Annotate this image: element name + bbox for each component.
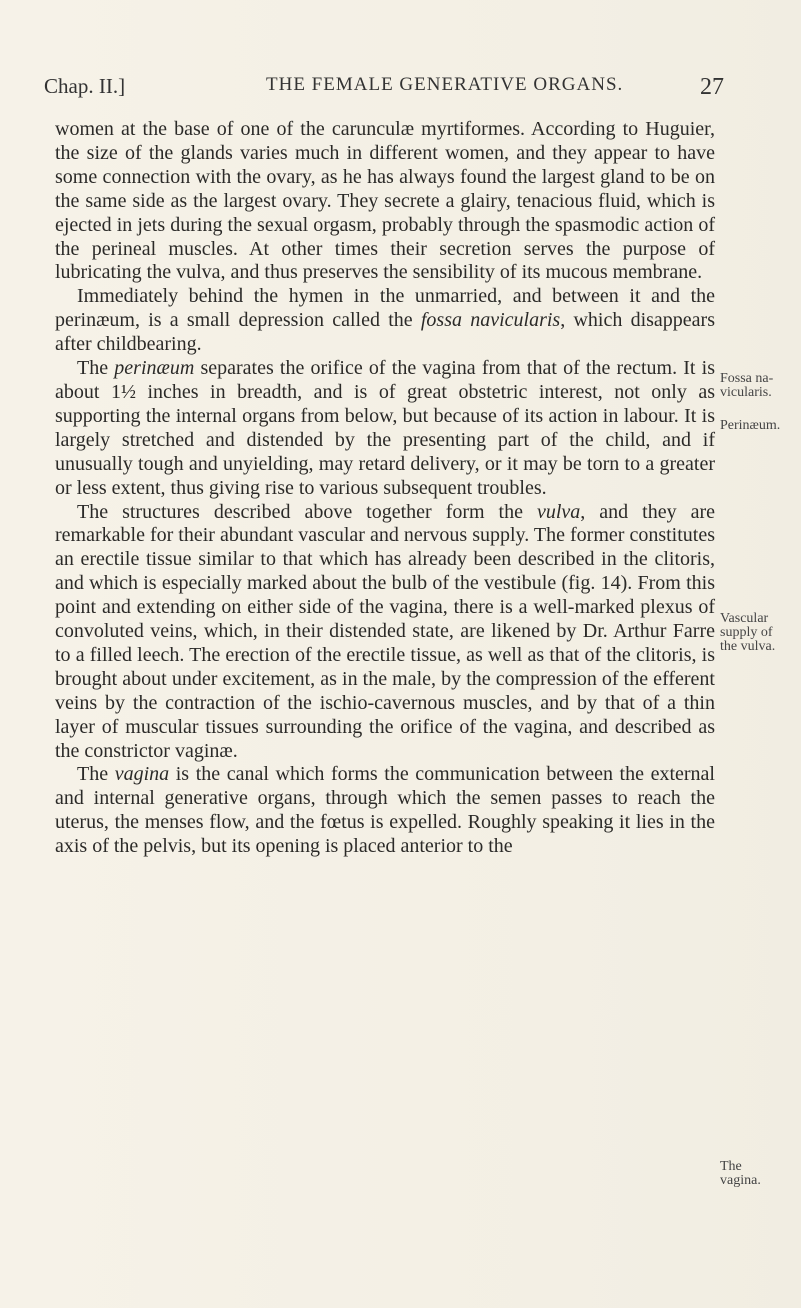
paragraph-text: The (77, 763, 115, 786)
paragraph-text: The (77, 357, 115, 380)
paragraph-text: The structures described above together form the (77, 500, 537, 523)
paragraph-fossa-navicularis (55, 285, 715, 357)
paragraph-vagina (55, 763, 715, 859)
side-note-line: vicularis. (720, 385, 772, 400)
side-note-perinaeum (720, 419, 800, 433)
side-note-line: The (720, 1159, 742, 1174)
term-vulva: vulva (536, 500, 581, 523)
term-fossa-navicularis: fossa navicularis (420, 309, 561, 332)
paragraph-vulva (55, 501, 715, 764)
term-vagina: vagina (114, 763, 170, 786)
page-header (44, 74, 724, 108)
paragraph-text: separates the orifice of the vagina from that of the rectum. It is about 1½ inches in breadth, and is of great obstetric interest, not only as supporting the internal organs from below, but because of its action in labour. It is largely stretched and distended by the presenting part of the child, and if unusually tough and unyielding, may retard delivery, or it may be torn to a greater or less extent, thus giving rise to various subsequent troubles. (55, 357, 715, 499)
side-note-line: the vulva. (720, 639, 776, 654)
paragraph-text: Immediately behind the hymen in the unmarried, and between it and the perinæum, is a small depression called the (55, 285, 715, 332)
side-note-line: Vascular (720, 611, 769, 626)
paragraph-text: is the canal which forms the communication between the external and internal generative organs, through which the semen passes to reach the uterus, the menses flow, and the fœtus is expelled. Roughly speaking it lies in the axis of the pelvis, but its opening is placed anterior to the (55, 763, 715, 858)
side-note-line: Fossa na- (720, 371, 774, 386)
paragraph-glands: women at the base of one of the carunculæ myrtiformes. According to Huguier, the size of the glands varies much in different women, and they appear to have some connection with the ovary, as he has always found the largest gland to be on the same side as the largest ovary. They secrete a glairy, tenacious fluid, which is ejected in jets during the sexual orgasm, probably through the spasmodic action of the perineal muscles. At other times their secretion serves the purpose of lubricating the vulva, and thus preserves the sensibility of its mucous membrane. (55, 118, 715, 284)
term-perinaeum: perinæum (114, 357, 195, 380)
body-text (55, 118, 715, 859)
paragraph-text: , which disappears after childbearing. (55, 309, 715, 356)
side-note-line: supply of (720, 625, 773, 640)
paragraph-perinaeum (55, 357, 715, 500)
side-note-fossa-navicularis (720, 372, 800, 400)
side-note-vagina (720, 1160, 800, 1188)
side-note-line: Perinæum. (720, 418, 781, 433)
chapter-label: Chap. II.] (44, 74, 126, 98)
side-note-line: vagina. (720, 1173, 761, 1188)
side-note-vascular-supply (720, 612, 800, 654)
running-title: THE FEMALE GENERATIVE ORGANS. (266, 74, 624, 95)
page-number: 27 (700, 74, 724, 100)
paragraph-text: , and they are remarkable for their abundant vascular and nervous supply. The former constitutes an erectile tissue similar to that which has already been described in the clitoris, and which is especially marked about the bulb of the vestibule (fig. 14). From this point and extending on either side of the vagina, there is a well-marked plexus of convoluted veins, which, in their distended state, are likened by Dr. Arthur Farre to a filled leech. The erection of the erectile tissue, as well as that of the clitoris, is brought about under excitement, as in the male, by the compression of the efferent veins by the contraction of the ischio-cavernous muscles, and by that of a thin layer of muscular tissues surrounding the orifice of the vagina, and described as the constrictor vaginæ. (55, 500, 715, 762)
